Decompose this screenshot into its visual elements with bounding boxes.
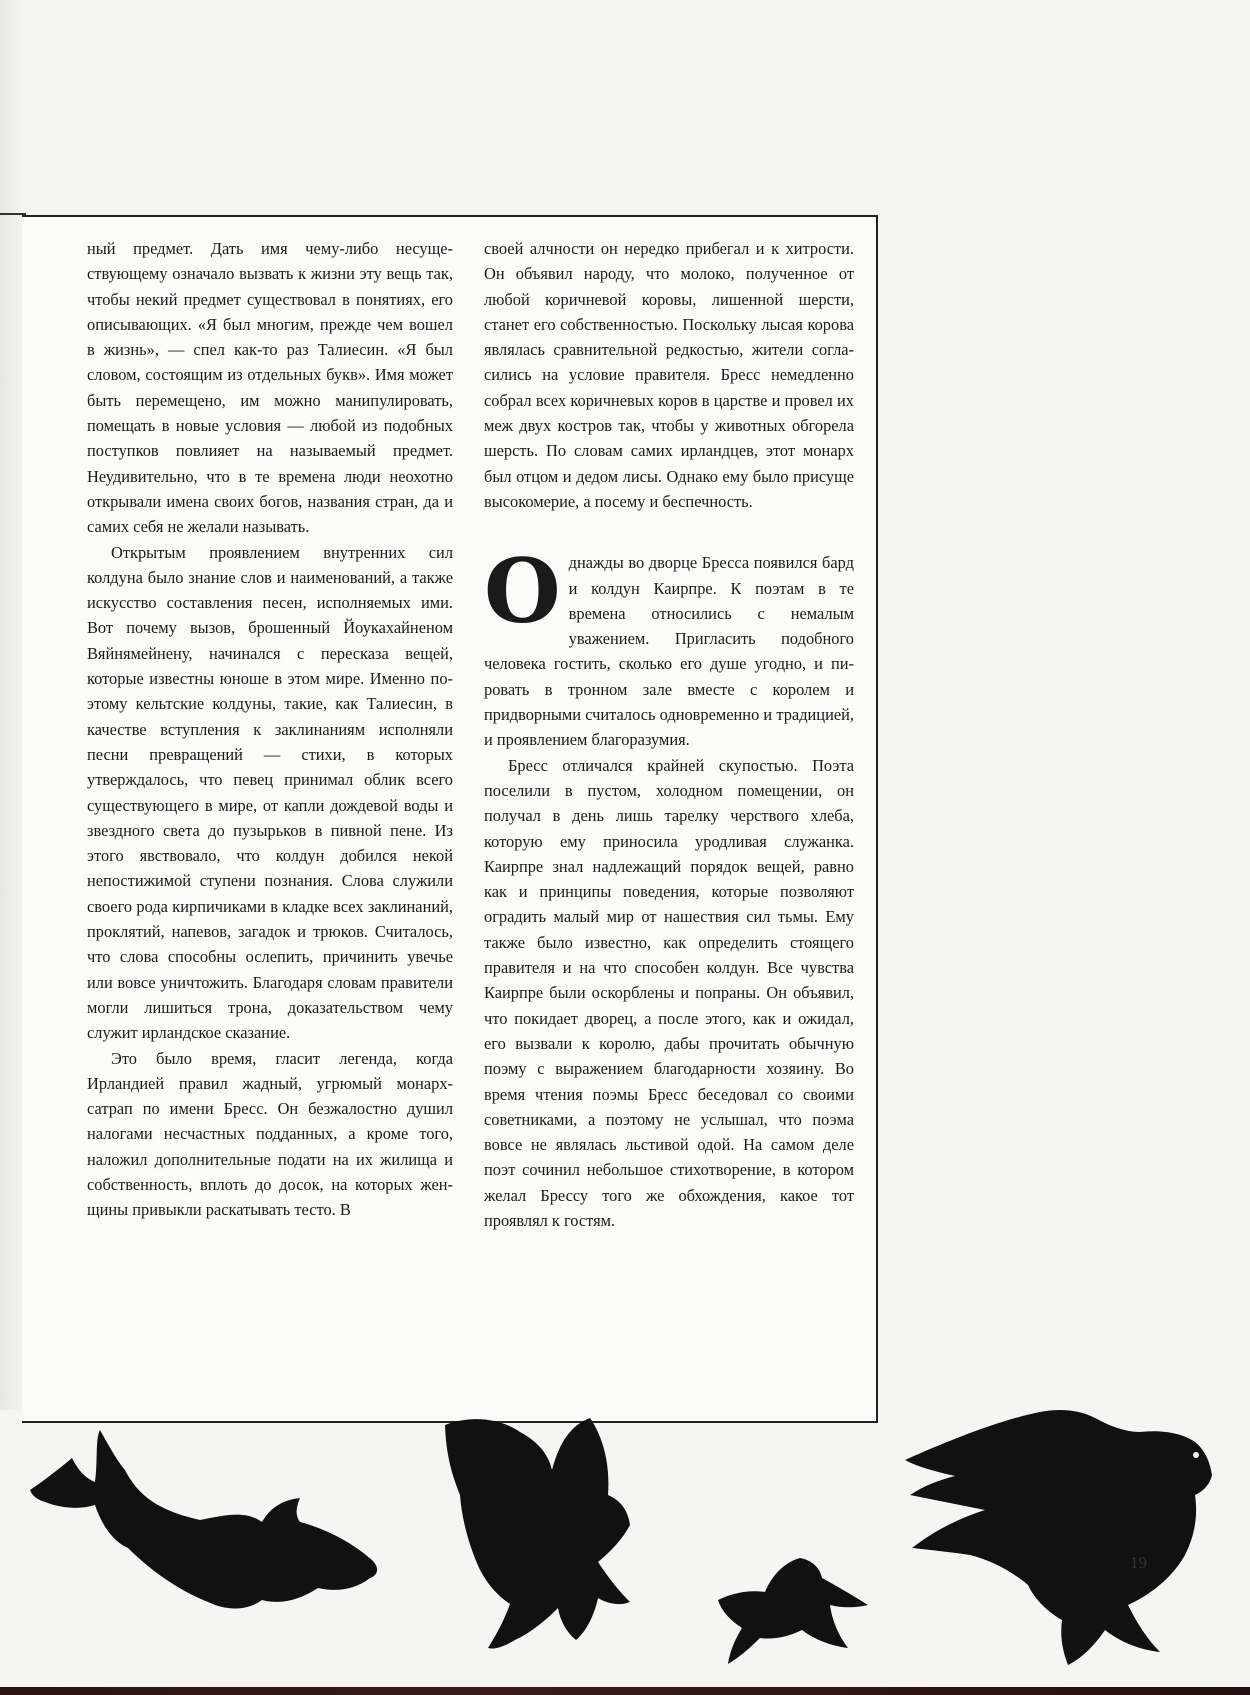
page-number: 19: [1130, 1553, 1147, 1572]
drop-cap: О: [484, 539, 561, 644]
paragraph: ный предмет. Дать имя чему-либо несуществующему означало вызвать к жизни эту вещь так, чтобы некий предмет существовал в понятиях, его описывающих. «Я был многим, прежде чем вошел в жизнь», — спел как-то раз Талиесин. «Я был словом, состоящим из отдельных букв». Имя может быть перемещено, им можно манипулировать, помещать в новые условия — любой из подобных поступков повлияет на называемый предмет. Неудивительно, что в те времена люди неохотно открывали имена своих богов, названия стран, да и самих себя не желали называть.: [87, 239, 453, 537]
paragraph: днажды во дворце Бресса появился бард и колдун Каирпре. К поэтам в те времена относились с немалым уважением. Пригласить подобного человека гостить, сколько его душе угодно, и пировать в тронном зале вместе с королем и придворными считалось одновременно и традицией, и проявлением благоразумия.: [484, 553, 854, 750]
eagle-silhouette: [445, 1418, 630, 1649]
paragraph: Открытым проявлением внутренних сил колдуна было знание слов и наименований, а также искусство составления песен, исполняемых ими. Вот почему вызов, брошенный Йоукахайненом Вяйнямейнену, начинался с пересказа вещей, которые известны юноше в этом мире. Именно поэтому кельтские колдуны, такие, как Талиесин, в качестве вступления к заклинаниям исполняли песни превращений — стихи, в которых утверждалось, что певец принимал облик всего существующего в мире, от капли дождевой воды и звездного света до пузырьков в пивной пене. Из этого явствовало, что колдун добился некой непостижимой ступени познания. Слова служили своего рода кирпичиками в кладке всех заклинаний, проклятий, напевов, загадок и трюков. Считалось, что слова способны ослепить, причинить увечье или вовсе уничтожить. Благодаря словам правители могли лишиться трона, доказательством чему служит ирландское сказание.: [87, 542, 453, 1043]
hawk-eye: [1193, 1452, 1199, 1458]
bottom-binding-strip: [0, 1687, 1250, 1695]
hawk-silhouette: [905, 1410, 1212, 1665]
fish-silhouette: [30, 1430, 377, 1609]
paragraph: своей алчности он нередко прибегал и к хитрости. Он объявил народу, что молоко, полученное от любой коричневой коровы, лишенной шерсти, станет его собственностью. Поскольку лысая корова являлась сравнительной редкостью, жители согласились на условие правителя. Бресс немедленно собрал всех коричневых коров в царстве и провел их меж двух костров так, чтобы у животных обгорела шерсть. По словам самих ирландцев, этот монарх был отцом и дедом лисы. Однако ему было присуще высокомерие, а посему и беспечность.: [484, 239, 854, 511]
paragraph: Это было время, гласит легенда, когда Ирландией правил жадный, угрюмый монарх-сатрап по имени Бресс. Он безжалостно душил налогами несчастных подданных, а кроме того, наложил дополнительные подати на их жилища и собственность, вплоть до досок, на которых женщины привыкли раскатывать тесто. В: [87, 1048, 453, 1220]
small-bird-silhouette: [718, 1558, 868, 1664]
paragraph: Бресс отличался крайней скупостью. Поэта поселили в пустом, холодном помещении, он получал в день лишь тарелку черствого хлеба, которую ему приносила уродливая служанка. Каирпре знал надлежащий порядок вещей, равно как и принципы поведения, которые позволяют оградить малый мир от нашествия сил тьмы. Ему также было известно, как определить стоящего правителя и на что способен колдун. Все чувства Каирпре были оскорблены и попраны. Он объявил, что покидает дворец, а после этого, как и ожидал, его вызвали к королю, дабы прочитать обычную поэму с выражением благодарности хозяину. Во время чтения поэмы Бресс беседовал со своими советниками, а поэтому не услышал, что поэма вовсе не являлась льстивой одой. На самом деле поэт сочинил небольшое стихотворение, в котором желал Брессу того же обхождения, какое тот проявлял к гостям.: [484, 755, 854, 1230]
